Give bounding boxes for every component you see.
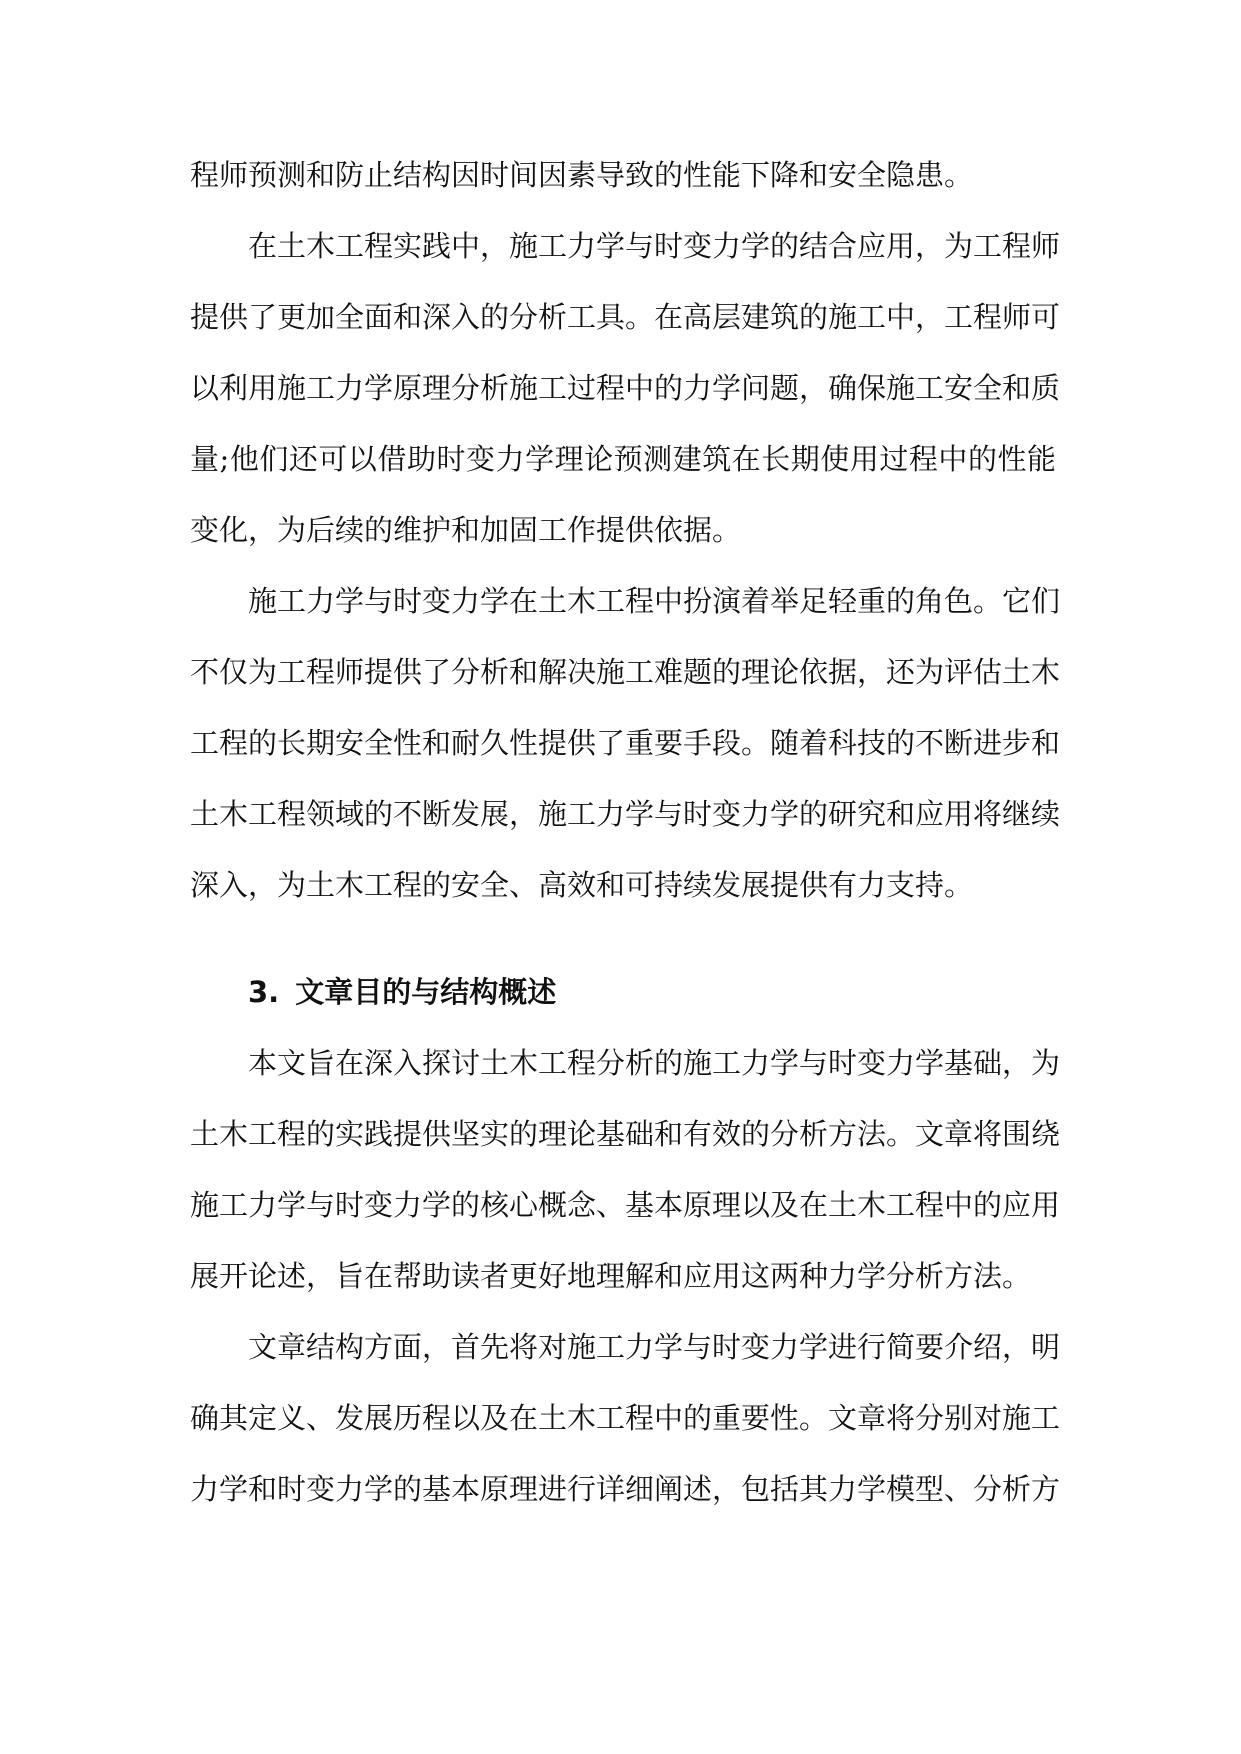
text-line: 确其定义、发展历程以及在土木工程中的重要性。文章将分别对施工	[190, 1401, 1061, 1435]
text-line: 土木工程领域的不断发展，施工力学与时变力学的研究和应用将继续	[190, 797, 1061, 831]
text-line: 展开论述，旨在帮助读者更好地理解和应用这两种力学分析方法。	[190, 1259, 1032, 1293]
text-line: 文章结构方面，首先将对施工力学与时变力学进行简要介绍，明	[248, 1330, 1061, 1364]
text-line: 本文旨在深入探讨土木工程分析的施工力学与时变力学基础，为	[248, 1046, 1061, 1080]
text-line: 工程的长期安全性和耐久性提供了重要手段。随着科技的不断进步和	[190, 726, 1061, 760]
section-number: 3.	[248, 975, 280, 1009]
paragraph-importance	[190, 566, 1061, 921]
text-line: 量;他们还可以借助时变力学理论预测建筑在长期使用过程中的性能	[190, 442, 1056, 476]
text-line: 程师预测和防止结构因时间因素导致的性能下降和安全隐患。	[190, 158, 974, 192]
section-spacer	[190, 921, 1056, 957]
paragraph-continuation	[190, 140, 1056, 211]
text-line: 力学和时变力学的基本原理进行详细阐述，包括其力学模型、分析方	[190, 1472, 1061, 1506]
paragraph-purpose	[190, 1028, 1061, 1312]
text-line: 不仅为工程师提供了分析和解决施工难题的理论依据，还为评估土木	[190, 655, 1061, 689]
text-line: 以利用施工力学原理分析施工过程中的力学问题，确保施工安全和质	[190, 371, 1061, 405]
section-heading	[190, 957, 1056, 1028]
text-line: 施工力学与时变力学在土木工程中扮演着举足轻重的角色。它们	[248, 584, 1061, 618]
text-line: 变化，为后续的维护和加固工作提供依据。	[190, 513, 742, 547]
paragraph-structure	[190, 1312, 1061, 1525]
text-line: 提供了更加全面和深入的分析工具。在高层建筑的施工中，工程师可	[190, 300, 1061, 334]
text-line: 在土木工程实践中，施工力学与时变力学的结合应用，为工程师	[248, 229, 1061, 263]
text-line: 施工力学与时变力学的核心概念、基本原理以及在土木工程中的应用	[190, 1188, 1061, 1222]
section-title: 文章目的与结构概述	[295, 975, 557, 1009]
text-line: 土木工程的实践提供坚实的理论基础和有效的分析方法。文章将围绕	[190, 1117, 1061, 1151]
text-line: 深入，为土木工程的安全、高效和可持续发展提供有力支持。	[190, 868, 974, 902]
paragraph-practice	[190, 211, 1061, 566]
document-page	[190, 140, 1061, 1525]
